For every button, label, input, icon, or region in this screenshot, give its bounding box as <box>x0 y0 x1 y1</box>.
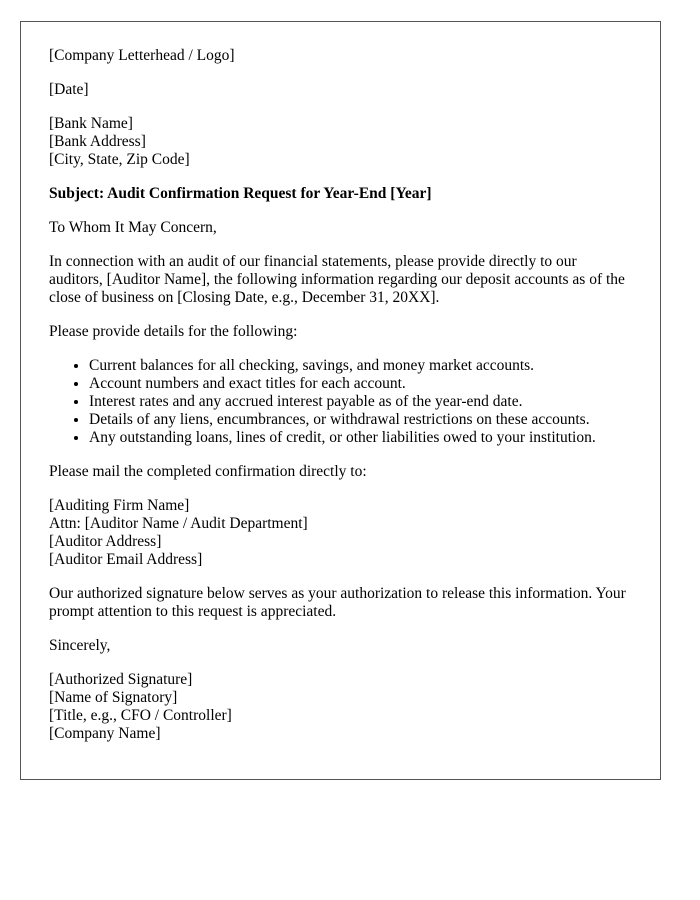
signatory-title: [Title, e.g., CFO / Controller] <box>49 707 232 724</box>
auditor-street-address: [Auditor Address] <box>49 533 162 550</box>
date-block <box>49 81 632 99</box>
list-item: • Account numbers and exact titles for each account. <box>89 375 632 393</box>
letterhead-text: [Company Letterhead / Logo] <box>49 47 235 64</box>
list-item: • Current balances for all checking, savings, and money market accounts. <box>89 357 632 375</box>
authorization-paragraph: Our authorized signature below serves as your authorization to release this information. Your prompt attention to this request is appreciated. <box>49 585 626 620</box>
signatory-name: [Name of Signatory] <box>49 689 178 706</box>
bank-city-state-zip: [City, State, Zip Code] <box>49 151 190 168</box>
closing: Sincerely, <box>49 637 111 654</box>
recipient-address <box>49 115 632 169</box>
authorized-signature: [Authorized Signature] <box>49 671 193 688</box>
subject-line: Subject: Audit Confirmation Request for Year-End [Year] <box>49 185 432 202</box>
auditor-attention: Attn: [Auditor Name / Audit Department] <box>49 515 308 532</box>
mail-instruction: Please mail the completed confirmation directly to: <box>49 463 367 480</box>
list-item: • Details of any liens, encumbrances, or withdrawal restrictions on these accounts. <box>89 411 632 429</box>
list-item: • Interest rates and any accrued interest payable as of the year-end date. <box>89 393 632 411</box>
salutation: To Whom It May Concern, <box>49 219 217 236</box>
auditor-email: [Auditor Email Address] <box>49 551 203 568</box>
company-name: [Company Name] <box>49 725 161 742</box>
auditor-firm-name: [Auditing Firm Name] <box>49 497 190 514</box>
signature-block <box>49 671 632 743</box>
bank-address: [Bank Address] <box>49 133 146 150</box>
letter-document <box>20 21 661 780</box>
letterhead <box>49 47 632 65</box>
intro-paragraph: In connection with an audit of our financial statements, please provide directly to our auditors, [Auditor Name], the following information regarding our deposit accounts as of the close of business on [Closing Date, e.g., December 31, 20XX]. <box>49 253 625 306</box>
date-text: [Date] <box>49 81 89 98</box>
details-intro: Please provide details for the following: <box>49 323 298 340</box>
auditor-address <box>49 497 632 569</box>
details-list <box>49 357 632 447</box>
list-item: • Any outstanding loans, lines of credit, or other liabilities owed to your institution. <box>89 429 632 447</box>
bank-name: [Bank Name] <box>49 115 133 132</box>
